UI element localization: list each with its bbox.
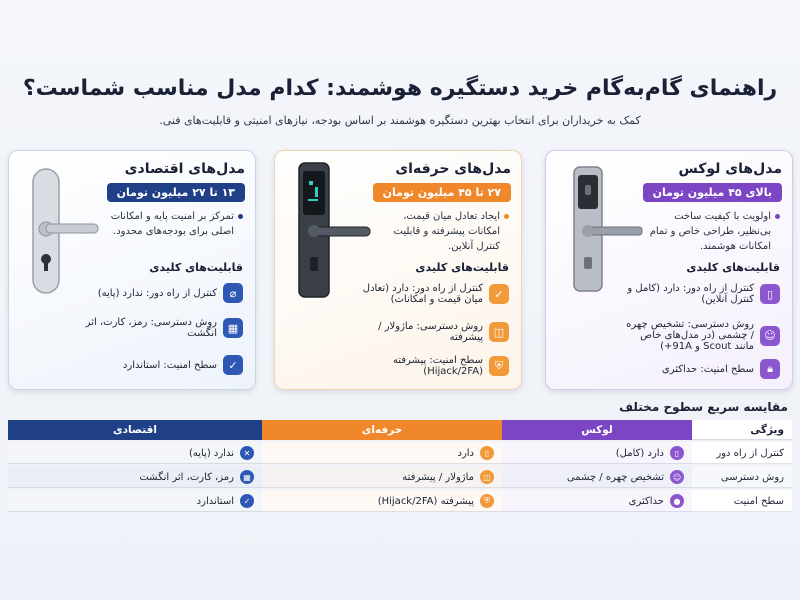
caps-title: قابلیت‌های کلیدی [686, 261, 780, 274]
lock-shield-icon: 🔒︎ [760, 359, 780, 379]
feature-security: ✓ سطح امنیت: استاندارد [83, 355, 243, 375]
table-header [8, 420, 792, 440]
lock-icon: ● [670, 494, 684, 508]
x-icon: ✕ [240, 446, 254, 460]
price-badge: بالای ۴۵ میلیون تومان [643, 183, 782, 202]
keypad-icon: ▦ [223, 318, 243, 338]
feature-remote: ▯ کنترل از راه دور: دارد (کامل و کنترل آنلاین) [620, 283, 780, 305]
table-row [8, 466, 792, 488]
cell-economy: ندارد (پایه) [188, 447, 234, 459]
card-economy [8, 150, 256, 390]
feature-access: ◫ روش دسترسی: ماژولار / پیشرفته [349, 321, 509, 343]
row-feature: کنترل از راه دور [716, 447, 784, 459]
cell-economy: استاندارد [196, 495, 234, 507]
remote-on-icon: ✓ [489, 284, 509, 304]
card-description: ایجاد تعادل میان قیمت، امکانات پیشرفته و قابلیت کنترل آنلاین. [369, 209, 509, 254]
face-icon: ☺ [670, 470, 684, 484]
page-title: راهنمای گام‌به‌گام خرید دستگیره هوشمند: کدام مدل مناسب شماست؟ [22, 76, 778, 101]
header-economy: اقتصادی [8, 420, 262, 440]
remote-icon: ▯ [480, 446, 494, 460]
row-feature: سطح امنیت [733, 495, 784, 507]
card-luxury [545, 150, 793, 390]
header-professional: حرفه‌ای [262, 420, 502, 440]
feature-access: ▦ روش دسترسی: رمز، کارت، اثر انگشت [83, 317, 243, 339]
page-subtitle: کمک به خریداران برای انتخاب بهترین دستگیره هوشمند بر اساس بودجه، نیازهای امنیتی و قابلیت‌های فنی. [159, 114, 641, 127]
cell-professional: دارد [457, 447, 474, 459]
table-row [8, 442, 792, 464]
price-badge: ۲۷ تا ۴۵ میلیون تومان [373, 183, 511, 202]
price-badge: ۱۳ تا ۲۷ میلیون تومان [107, 183, 245, 202]
phone-control-icon: ▯ [760, 284, 780, 304]
shield-icon: ✓ [223, 355, 243, 375]
caps-title: قابلیت‌های کلیدی [149, 261, 243, 274]
card-title: مدل‌های اقتصادی [124, 161, 245, 177]
cell-luxury: دارد (کامل) [615, 447, 664, 459]
phone-icon: ▯ [670, 446, 684, 460]
shield-check-icon: ✓ [240, 494, 254, 508]
cell-luxury: تشخیص چهره / چشمی [566, 471, 664, 483]
header-luxury: لوکس [502, 420, 692, 440]
card-title: مدل‌های حرفه‌ای [395, 161, 511, 177]
table-row [8, 490, 792, 512]
feature-remote: ⌀ کنترل از راه دور: ندارد (پایه) [83, 283, 243, 303]
cell-professional: پیشرفته (Hijack/2FA) [377, 495, 474, 507]
comparison-table [8, 420, 792, 512]
card-description: اولویت با کیفیت ساخت بی‌نظیر، طراحی خاص و تمام امکانات هوشمند. [640, 209, 780, 254]
cell-economy: رمز، کارت، اثر انگشت [139, 471, 234, 483]
module-icon: ◫ [489, 322, 509, 342]
row-feature: روش دسترسی [720, 471, 784, 483]
card-description: تمرکز بر امنیت پایه و امکانات اصلی برای بودجه‌های محدود. [103, 209, 243, 239]
cell-luxury: حداکثری [628, 495, 664, 507]
feature-remote: ✓ کنترل از راه دور: دارد (تعادل میان قیمت و امکانات) [349, 283, 509, 305]
card-professional [274, 150, 522, 390]
shield-user-icon: ⛨ [489, 356, 509, 376]
comparison-title: مقایسه سریع سطوح مختلف [619, 400, 788, 414]
keypad-icon: ▦ [240, 470, 254, 484]
cell-professional: ماژولار / پیشرفته [402, 471, 474, 483]
remote-off-icon: ⌀ [223, 283, 243, 303]
module-icon: ◫ [480, 470, 494, 484]
card-title: مدل‌های لوکس [678, 161, 782, 177]
header-feature: ویژگی [692, 420, 792, 440]
shield-icon: ⛨ [480, 494, 494, 508]
feature-security: 🔒︎ سطح امنیت: حداکثری [620, 359, 780, 379]
face-scan-icon: ☺ [760, 326, 780, 346]
lever-lock-icon [23, 167, 103, 297]
caps-title: قابلیت‌های کلیدی [415, 261, 509, 274]
feature-security: ⛨ سطح امنیت: پیشرفته (Hijack/2FA) [349, 355, 509, 377]
feature-access: ☺ روش دسترسی: تشخیص چهره / چشمی (در مدل‌های خاص مانند Scout و 91A+) [620, 319, 780, 352]
